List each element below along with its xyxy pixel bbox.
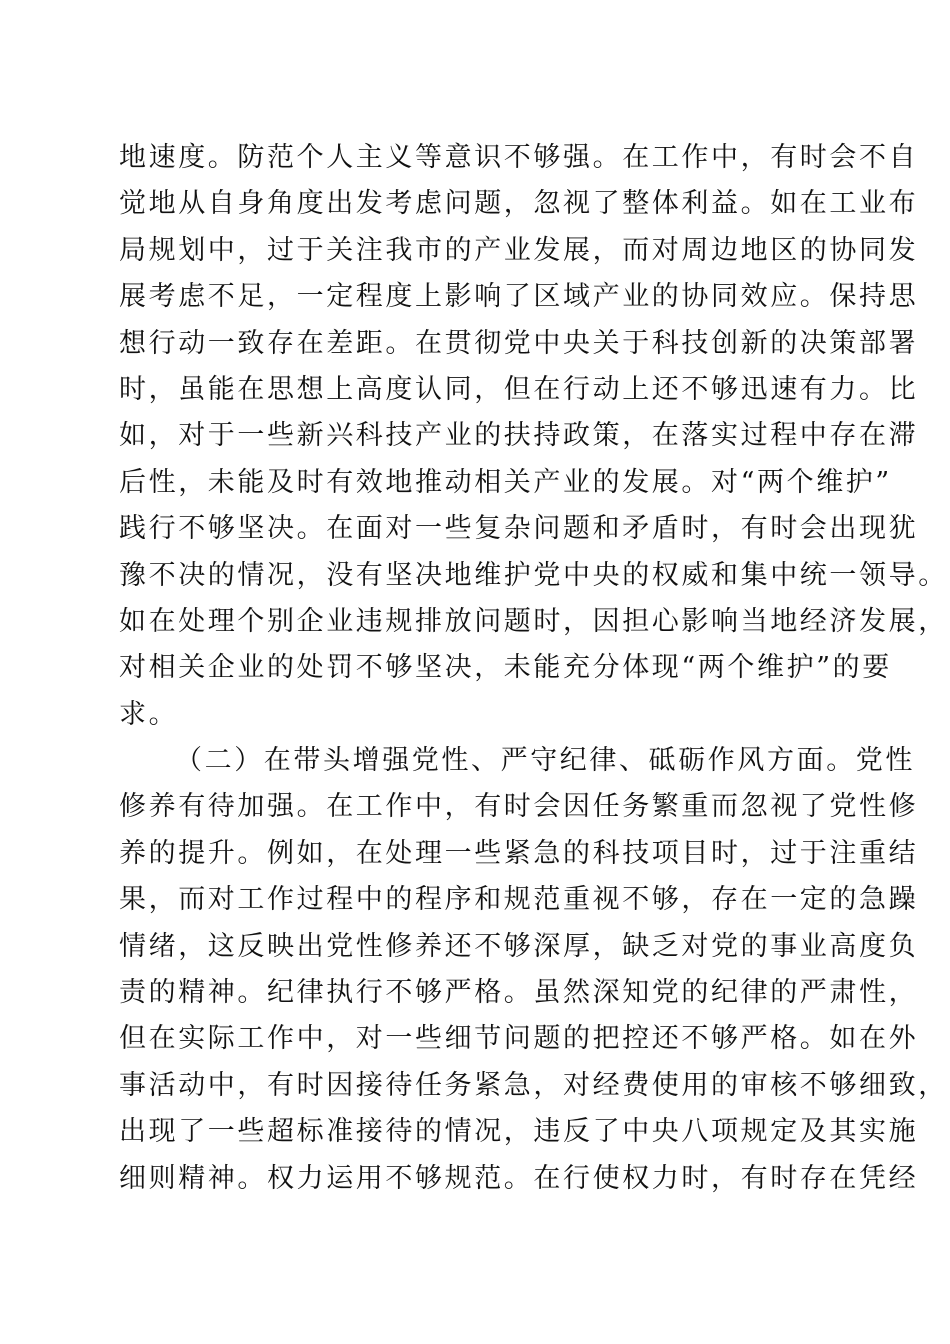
- text-line: 但在实际工作中，对一些细节问题的把控还不够严格。如在外: [119, 1023, 919, 1055]
- text-line: 觉地从自身角度出发考虑问题，忽视了整体利益。如在工业布: [119, 188, 919, 220]
- text-line: 对相关企业的处罚不够坚决，未能充分体现“两个维护”的要: [119, 652, 892, 684]
- text-line: 出现了一些超标准接待的情况，违反了中央八项规定及其实施: [119, 1116, 919, 1148]
- text-line: 展考虑不足，一定程度上影响了区域产业的协同效应。保持思: [119, 281, 919, 313]
- text-line: 地速度。防范个人主义等意识不够强。在工作中，有时会不自: [119, 142, 919, 173]
- text-line: 践行不够坚决。在面对一些复杂问题和矛盾时，有时会出现犹: [119, 513, 919, 545]
- section-heading-line: （二）在带头增强党性、严守纪律、砥砺作风方面。党性: [175, 745, 915, 777]
- text-line: 责的精神。纪律执行不够严格。虽然深知党的纪律的严肃性，: [119, 977, 919, 1009]
- text-line: 豫不决的情况，没有坚决地维护党中央的权威和集中统一领导。: [119, 559, 948, 591]
- text-line: 养的提升。例如，在处理一些紧急的科技项目时，过于注重结: [119, 837, 919, 869]
- text-line: 情绪，这反映出党性修养还不够深厚，缺乏对党的事业高度负: [119, 930, 919, 962]
- text-line: 如，对于一些新兴科技产业的扶持政策，在落实过程中存在滞: [119, 420, 919, 452]
- text-line: 后性，未能及时有效地推动相关产业的发展。对“两个维护”: [119, 466, 892, 498]
- body-text: [119, 135, 948, 1202]
- text-line: 果，而对工作过程中的程序和规范重视不够，存在一定的急躁: [119, 884, 919, 916]
- text-line: 如在处理个别企业违规排放问题时，因担心影响当地经济发展，: [119, 605, 948, 637]
- text-line: 事活动中，有时因接待任务紧急，对经费使用的审核不够细致，: [119, 1069, 948, 1101]
- text-line: 修养有待加强。在工作中，有时会因任务繁重而忽视了党性修: [119, 791, 919, 823]
- text-line: 时，虽能在思想上高度认同，但在行动上还不够迅速有力。比: [119, 373, 919, 405]
- text-line: 求。: [119, 698, 179, 730]
- text-line: 局规划中，过于关注我市的产业发展，而对周边地区的协同发: [119, 234, 919, 266]
- text-line: 想行动一致存在差距。在贯彻党中央关于科技创新的决策部署: [119, 327, 919, 359]
- text-line: 细则精神。权力运用不够规范。在行使权力时，有时存在凭经: [119, 1162, 919, 1194]
